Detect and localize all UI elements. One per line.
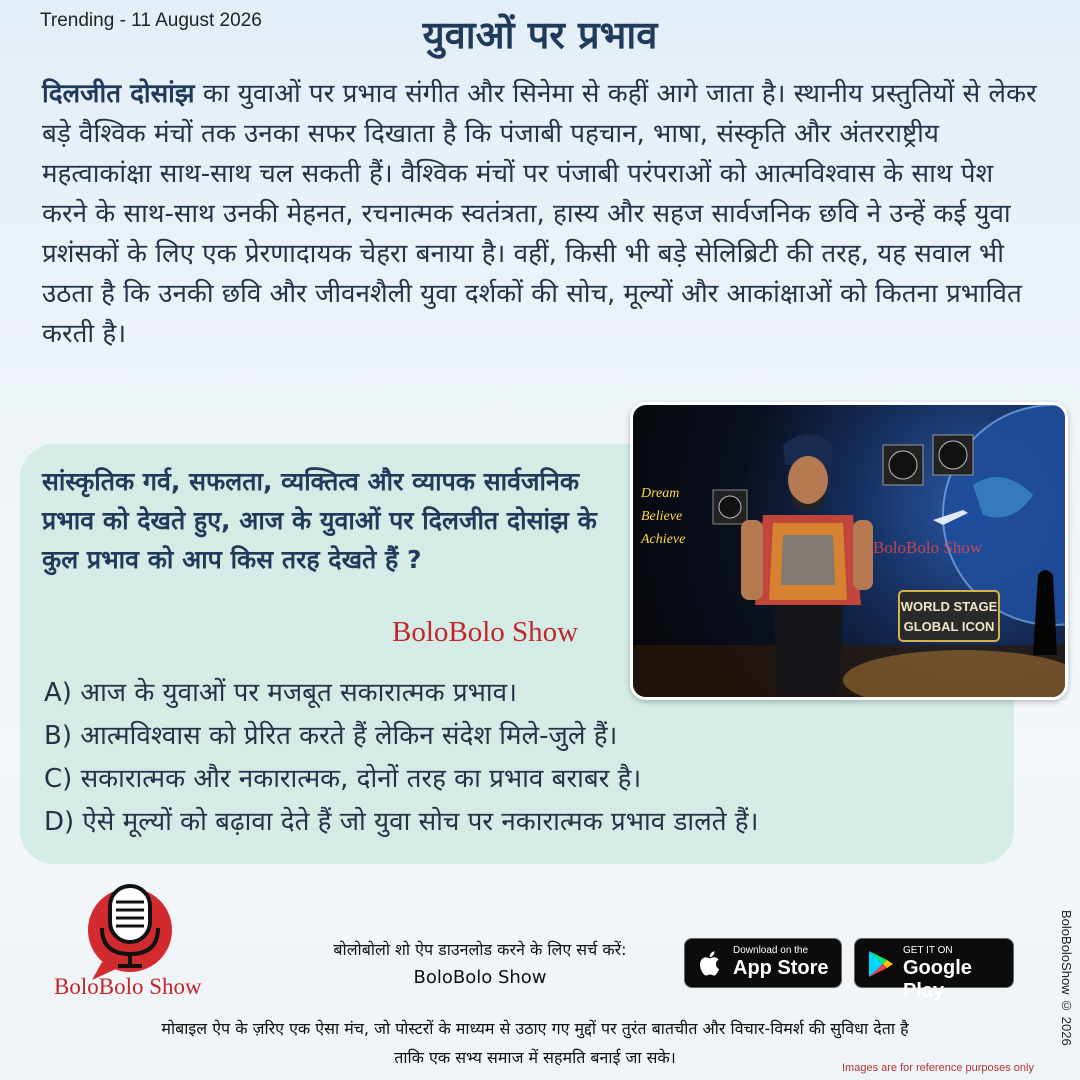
neon-line-2: Believe	[641, 509, 683, 524]
poll-question: सांस्कृतिक गर्व, सफलता, व्यक्तित्व और व्यापक सार्वजनिक प्रभाव को देखते हुए, आज के युवाओं पर दिलजीत दोसांझ के कुल प्रभाव को आप किस तरह देखते हैं ?	[42, 467, 597, 574]
sign-line-1: WORLD STAGE	[900, 599, 998, 614]
google-play-label: Google Play	[903, 957, 972, 1002]
image-watermark: BoloBolo Show	[873, 538, 983, 557]
neon-sign	[640, 486, 685, 547]
disclaimer-text: Images are for reference purposes only	[842, 1062, 1034, 1074]
download-app-name: BoloBolo Show	[413, 967, 547, 988]
option-c[interactable]: C) सकारात्मक और नकारात्मक, दोनों तरह का प्रभाव बराबर है।	[44, 764, 642, 794]
app-store-label: App Store	[733, 957, 829, 979]
neon-line-1: Dream	[641, 486, 680, 501]
page-title: युवाओं पर प्रभाव	[422, 13, 658, 57]
google-play-badge[interactable]	[854, 938, 1014, 1002]
copyright-text: BoloBoloShow © 2026	[1059, 910, 1074, 1046]
footer-line-1: मोबाइल ऐप के ज़रिए एक ऐसा मंच, जो पोस्टरों के माध्यम से उठाए गए मुद्दों पर तुरंत बातचीत और विचार-विमर्श की सुविधा देता है	[161, 1019, 909, 1038]
trending-date: Trending - 11 August 2026	[40, 10, 262, 31]
app-store-small: Download on the	[733, 945, 809, 956]
sign-line-2: GLOBAL ICON	[903, 619, 995, 634]
celebrity-name: दिलजीत दोसांझ	[42, 79, 195, 109]
option-a[interactable]: A) आज के युवाओं पर मजबूत सकारात्मक प्रभाव।	[44, 678, 517, 708]
option-b[interactable]: B) आत्मविश्वास को प्रेरित करते हैं लेकिन संदेश मिले-जुले हैं।	[44, 721, 618, 751]
microphone-icon	[110, 886, 150, 942]
celebrity-photo	[630, 402, 1068, 700]
download-instructions	[270, 936, 690, 992]
neon-line-3: Achieve	[641, 532, 686, 547]
intro-paragraph	[42, 74, 1042, 354]
google-play-icon	[867, 949, 895, 979]
world-stage-sign	[899, 591, 999, 641]
intro-text: का युवाओं पर प्रभाव संगीत और सिनेमा से कहीं आगे जाता है। स्थानीय प्रस्तुतियों से लेकर बड़े वैश्विक मंचों तक उनका सफर दिखाता है कि पंजाबी पहचान, भाषा, संस्कृति और अंतरराष्ट्रीय महत्वाकांक्षा साथ-साथ चल सकती हैं। वैश्विक मंचों पर पंजाबी परंपराओं को आत्मविश्वास के साथ पेश करने के साथ-साथ उनकी मेहनत, रचनात्मक स्वतंत्रता, हास्य और सहज सार्वजनिक छवि ने उन्हें कई युवा प्रशंसकों के लिए एक प्रेरणादायक चेहरा बनाया है। वहीं, किसी भी बड़े सेलिब्रिटी की तरह, यह सवाल भी उठता है कि उनकी छवि और जीवनशैली युवा दर्शकों की सोच, मूल्यों और आकांक्षाओं को कितना प्रभावित करती है।	[42, 79, 1037, 349]
google-play-small: GET IT ON	[903, 945, 953, 956]
brand-watermark: BoloBolo Show	[392, 616, 579, 648]
download-text: बोलोबोलो शो ऐप डाउनलोड करने के लिए सर्च करें:	[333, 940, 627, 959]
poll-options	[44, 672, 944, 844]
apple-icon	[699, 949, 723, 977]
logo-text: BoloBolo Show	[54, 974, 202, 999]
app-store-badge[interactable]	[684, 938, 842, 988]
option-d[interactable]: D) ऐसे मूल्यों को बढ़ावा देते हैं जो युवा सोच पर नकारात्मक प्रभाव डालते हैं।	[44, 807, 759, 837]
footer-line-2: ताकि एक सभ्य समाज में सहमति बनाई जा सके।	[394, 1048, 676, 1067]
